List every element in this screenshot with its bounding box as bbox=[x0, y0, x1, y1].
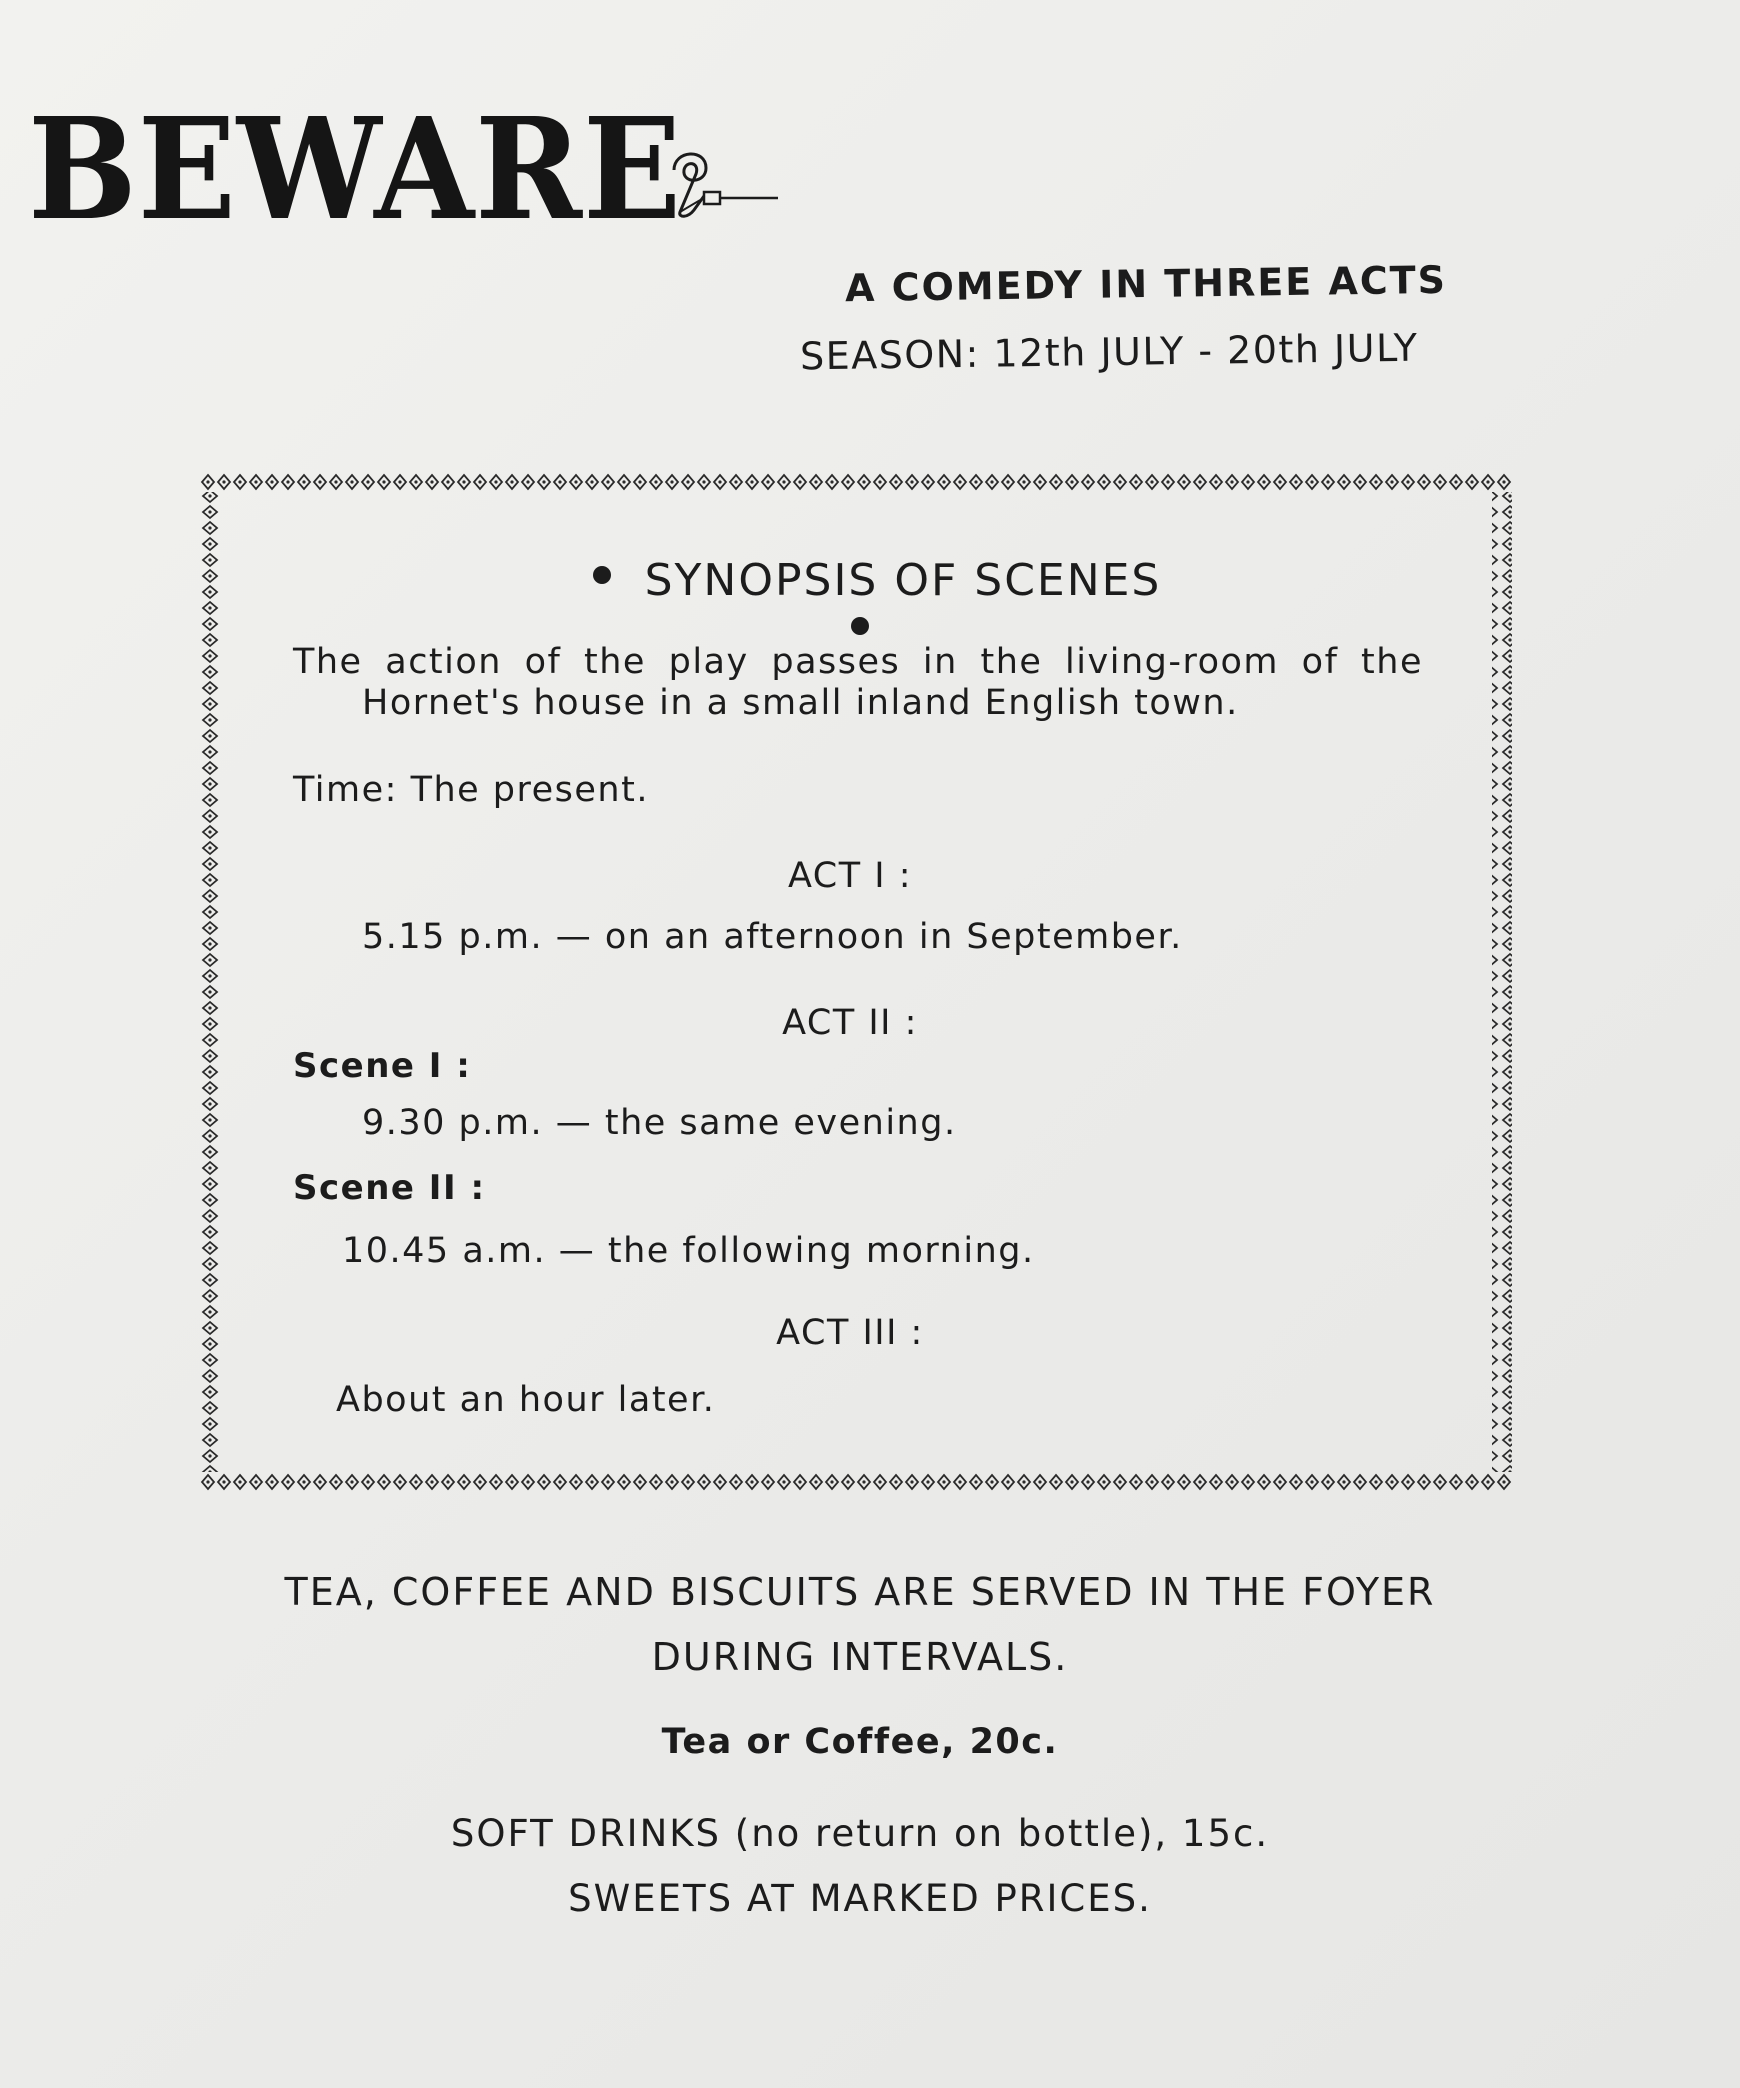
act2-scene2-label: Scene II : bbox=[293, 1168, 486, 1208]
setting-line-1: The action of the play passes in the living-room of the bbox=[293, 642, 1423, 682]
tea-coffee-price: Tea or Coffee, 20c. bbox=[661, 1722, 1059, 1762]
act1-time: 5.15 p.m. — on an afternoon in September. bbox=[362, 917, 1183, 957]
synopsis-heading-text: SYNOPSIS OF SCENES bbox=[644, 555, 1162, 606]
act2-scene2-time: 10.45 a.m. — the following morning. bbox=[342, 1231, 1035, 1271]
act2-scene1-label: Scene I : bbox=[293, 1046, 472, 1086]
soft-drinks-price: SOFT DRINKS (no return on bottle), 15c. bbox=[450, 1812, 1270, 1855]
flourish-ornament-icon bbox=[660, 140, 790, 230]
sweets-note: SWEETS AT MARKED PRICES. bbox=[568, 1877, 1152, 1920]
act1-label: ACT I : bbox=[787, 856, 912, 896]
refreshments-line-2: DURING INTERVALS. bbox=[651, 1635, 1069, 1679]
bullet-icon bbox=[593, 566, 611, 584]
act2-scene1-time: 9.30 p.m. — the same evening. bbox=[362, 1103, 957, 1143]
bullet-icon bbox=[851, 617, 869, 635]
play-title: BEWARE bbox=[28, 88, 683, 252]
refreshments-line-1: TEA, COFFEE AND BISCUITS ARE SERVED IN THE FOYER bbox=[284, 1570, 1436, 1614]
act3-label: ACT III : bbox=[776, 1313, 924, 1353]
setting-line-2: Hornet's house in a small inland English town. bbox=[362, 683, 1239, 723]
season-dates: SEASON: 12th JULY - 20th JULY bbox=[799, 325, 1419, 379]
play-subtitle: A COMEDY IN THREE ACTS bbox=[844, 257, 1448, 311]
act3-time: About an hour later. bbox=[336, 1380, 716, 1420]
act2-label: ACT II : bbox=[782, 1003, 918, 1043]
time-line: Time: The present. bbox=[293, 770, 649, 810]
